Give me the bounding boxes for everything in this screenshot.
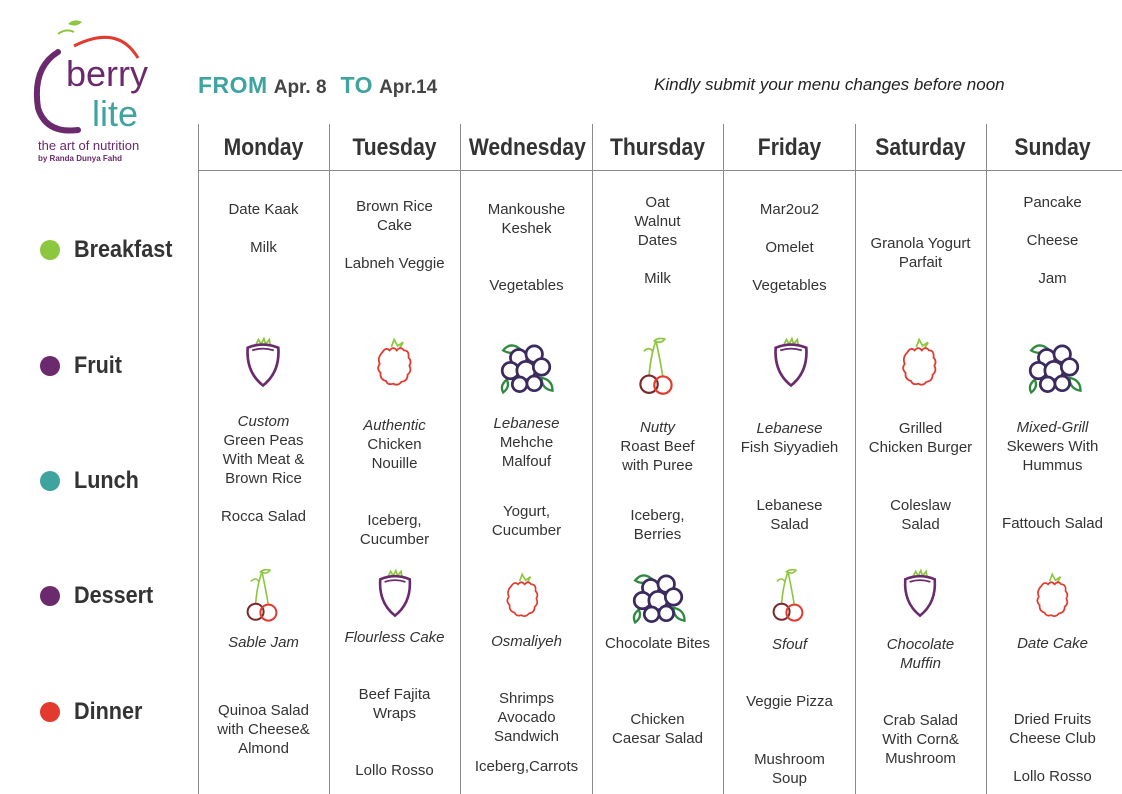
menu-item: Almond — [238, 740, 289, 757]
dessert-friday: Sfouf — [771, 636, 808, 653]
menu-item: with Puree — [622, 457, 693, 474]
menu-item: Veggie Pizza — [746, 693, 833, 710]
menu-item: Omelet — [765, 239, 814, 256]
menu-item: Date Kaak — [228, 201, 299, 218]
meal-label-dessert: Dessert — [74, 582, 154, 609]
lunch-dot-icon — [40, 471, 60, 491]
meal-row-breakfast — [40, 236, 183, 264]
menu-item: Pancake — [1023, 194, 1082, 211]
menu-item: Keshek — [501, 220, 552, 237]
meal-label-fruit: Fruit — [74, 352, 122, 379]
plum-icon — [894, 568, 946, 620]
dinner-saturday — [855, 711, 986, 768]
meal-row-dessert — [40, 582, 162, 610]
raspberry-icon — [368, 336, 422, 390]
lunch-monday — [198, 412, 329, 526]
menu-item: Milk — [644, 270, 671, 287]
menu-item: Walnut — [634, 213, 681, 230]
menu-item: Vegetables — [489, 277, 564, 294]
menu-item: Lebanese — [756, 497, 823, 514]
menu-item: with Cheese& — [217, 721, 310, 738]
dinner-friday — [724, 692, 855, 788]
date-range — [198, 72, 437, 102]
from-label: FROM — [198, 72, 268, 98]
menu-item: Iceberg, — [630, 507, 685, 524]
menu-item: Wraps — [372, 705, 417, 722]
dessert-monday: Sable Jam — [228, 634, 299, 651]
raspberry-icon — [498, 570, 548, 622]
menu-item: Dried Fruits — [1013, 711, 1092, 728]
menu-item: Brown Rice — [356, 198, 433, 215]
lunch-tuesday — [329, 416, 460, 549]
menu-item: Chicken — [630, 711, 685, 728]
menu-item: Muffin — [900, 655, 941, 672]
menu-item: Quinoa Salad — [218, 702, 309, 719]
day-header-monday: Monday — [223, 134, 304, 161]
menu-item: Beef Fajita — [358, 686, 431, 703]
dessert-saturday — [855, 635, 986, 673]
menu-item: Berries — [633, 526, 682, 543]
blueberry-icon — [494, 334, 558, 398]
menu-item: Cucumber — [359, 531, 430, 548]
menu-item: Hummus — [1022, 457, 1083, 474]
logo-byline: by Randa Dunya Fahd — [38, 154, 123, 163]
meal-label-dinner: Dinner — [74, 698, 143, 725]
blueberry-icon — [626, 564, 690, 628]
day-header-tuesday: Tuesday — [352, 134, 437, 161]
plum-icon — [764, 336, 818, 390]
day-header-thursday: Thursday — [609, 134, 706, 161]
breakfast-wednesday — [461, 200, 592, 295]
menu-item: Skewers With — [1006, 438, 1099, 455]
dish-tag: Lebanese — [756, 420, 823, 437]
breakfast-thursday — [592, 193, 723, 288]
meal-row-lunch — [40, 467, 146, 495]
menu-item: Chicken Burger — [868, 439, 973, 456]
dinner-tuesday — [329, 685, 460, 780]
menu-item: Salad — [901, 516, 940, 533]
menu-item: Nouille — [371, 455, 418, 472]
day-header-friday: Friday — [757, 134, 822, 161]
lunch-saturday — [855, 419, 986, 534]
breakfast-friday — [724, 200, 855, 295]
dinner-dot-icon — [40, 702, 60, 722]
menu-item: Shrimps — [498, 690, 554, 707]
header-divider — [198, 170, 1122, 171]
breakfast-saturday — [855, 234, 986, 272]
menu-item: Fattouch Salad — [1002, 515, 1103, 532]
menu-item: Roast Beef — [620, 438, 695, 455]
menu-item: Avocado — [497, 709, 556, 726]
menu-item: Fish Siyyadieh — [740, 439, 839, 456]
day-header-wednesday: Wednesday — [468, 134, 586, 161]
logo-graphic — [28, 18, 188, 148]
meal-label-breakfast: Breakfast — [74, 236, 173, 263]
dish-tag: Authentic — [363, 417, 426, 434]
menu-item: Cake — [376, 217, 413, 234]
day-header-saturday: Saturday — [875, 134, 966, 161]
dessert-sunday: Date Cake — [1017, 635, 1088, 652]
dessert-wednesday: Osmaliyeh — [491, 633, 562, 650]
raspberry-icon — [893, 336, 947, 390]
menu-item: Sandwich — [493, 728, 560, 745]
dish-tag: Nutty — [639, 419, 675, 436]
menu-item: Iceberg, — [367, 512, 422, 529]
menu-item: Vegetables — [752, 277, 827, 294]
menu-item: Salad — [770, 516, 809, 533]
cherry-icon — [630, 330, 682, 402]
dinner-thursday — [592, 710, 723, 748]
lunch-wednesday — [461, 414, 592, 540]
cherry-icon — [238, 562, 286, 628]
breakfast-sunday — [987, 193, 1118, 288]
menu-item: Chicken — [367, 436, 422, 453]
cherry-icon — [764, 562, 812, 628]
to-date: Apr.14 — [379, 77, 438, 98]
breakfast-dot-icon — [40, 240, 60, 260]
menu-item: Yogurt, — [503, 503, 550, 520]
to-label: TO — [340, 72, 374, 98]
dinner-sunday — [987, 710, 1118, 786]
dinner-monday — [198, 701, 329, 758]
lunch-sunday — [987, 418, 1118, 533]
raspberry-icon — [1028, 570, 1078, 622]
meal-row-dinner — [40, 698, 150, 726]
menu-item: Green Peas — [223, 432, 304, 449]
menu-item: Malfouf — [501, 453, 552, 470]
menu-item: Mar2ou2 — [759, 201, 820, 218]
fruit-dot-icon — [40, 356, 60, 376]
dessert-tuesday: Flourless Cake — [344, 629, 445, 646]
breakfast-tuesday — [329, 197, 460, 273]
plum-icon — [236, 336, 290, 390]
submission-notice: Kindly submit your menu changes before noon — [654, 75, 1005, 94]
menu-item: Caesar Salad — [612, 730, 703, 747]
menu-item: Parfait — [898, 254, 943, 271]
menu-item: Grilled — [898, 420, 943, 437]
meal-row-fruit — [40, 352, 127, 380]
day-header-sunday: Sunday — [1014, 134, 1091, 161]
menu-item: Labneh Veggie — [344, 255, 445, 272]
menu-item: Oat — [645, 194, 670, 211]
menu-item: Jam — [1038, 270, 1067, 287]
meal-label-lunch: Lunch — [74, 467, 139, 494]
dinner-wednesday — [461, 689, 592, 776]
menu-item: Lollo Rosso — [355, 762, 434, 779]
menu-item: With Corn& — [882, 731, 959, 748]
menu-item: Soup — [771, 770, 808, 787]
logo-tagline: the art of nutrition — [38, 138, 140, 153]
menu-item: Brown Rice — [225, 470, 302, 487]
plum-icon — [369, 568, 421, 620]
menu-item: Mankoushe — [487, 201, 566, 218]
menu-item: Cucumber — [491, 522, 562, 539]
menu-item: Crab Salad — [882, 712, 959, 729]
menu-item: Dates — [637, 232, 678, 249]
logo-word-berry: berry — [66, 53, 149, 94]
menu-item: Mushroom — [754, 751, 825, 768]
lunch-thursday — [592, 418, 723, 544]
logo-word-lite: lite — [92, 93, 139, 134]
blueberry-icon — [1022, 334, 1086, 398]
menu-item: Coleslaw — [890, 497, 951, 514]
dish-tag: Lebanese — [493, 415, 560, 432]
lunch-friday — [724, 419, 855, 534]
dish-tag: Custom — [237, 413, 290, 430]
menu-item: Milk — [250, 239, 277, 256]
menu-item: With Meat & — [222, 451, 305, 468]
menu-item: Iceberg,Carrots — [474, 758, 579, 775]
menu-item: Chocolate — [886, 636, 955, 653]
from-date: Apr. 8 — [273, 77, 327, 98]
dessert-thursday: Chocolate Bites — [604, 635, 711, 652]
menu-item: Mushroom — [885, 750, 956, 767]
breakfast-monday — [198, 200, 329, 257]
dish-tag: Mixed-Grill — [1016, 419, 1089, 436]
menu-item: Cheese — [1026, 232, 1079, 249]
dessert-dot-icon — [40, 586, 60, 606]
menu-item: Rocca Salad — [220, 508, 307, 525]
menu-item: Mehche — [499, 434, 554, 451]
menu-item: Lollo Rosso — [1013, 768, 1092, 785]
menu-item: Granola Yogurt — [870, 235, 971, 252]
menu-item: Cheese Club — [1009, 730, 1096, 747]
